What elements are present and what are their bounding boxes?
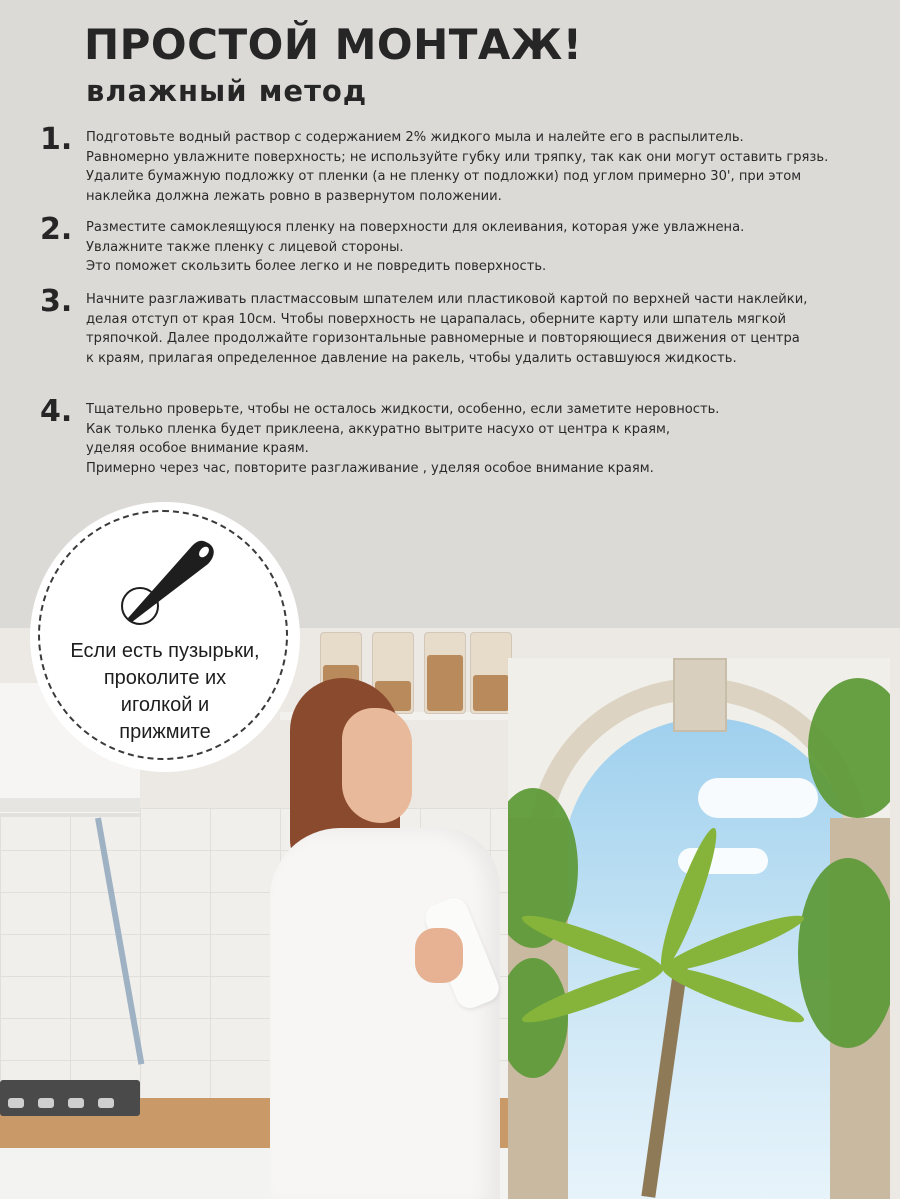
step-line: тряпочкой. Далее продолжайте горизонтальные равномерные и повторяющиеся движения от центра	[86, 331, 800, 346]
step-text	[86, 128, 828, 206]
step-line: Как только пленка будет приклеена, аккуратно вытрите насухо от центра к краям,	[86, 421, 671, 437]
step-line: Начните разглаживать пластмассовым шпателем или пластиковой картой по верхней части наклейки,	[86, 292, 808, 307]
badge-line: прижмите	[119, 721, 211, 743]
step-line: Увлажните также пленку с лицевой стороны.	[86, 239, 404, 255]
woman-with-spray-bottle	[250, 678, 520, 1199]
step-number: 1.	[40, 122, 73, 157]
bubble-tip-badge	[30, 502, 300, 772]
step-text	[86, 290, 807, 368]
face	[342, 708, 412, 823]
burner-knob	[98, 1098, 114, 1108]
white-shirt	[270, 828, 500, 1199]
page-subtitle: влажный метод	[86, 74, 368, 108]
step-number: 4.	[40, 394, 73, 429]
step-line: Это поможет скользить более легко и не повредить поверхность.	[86, 259, 547, 274]
step-line: Равномерно увлажните поверхность; не используйте губку или тряпку, так как они могут оставить грязь.	[86, 149, 829, 165]
range-hood-edge	[0, 798, 140, 812]
hand	[415, 928, 463, 983]
badge-line: Если есть пузырьки,	[70, 640, 260, 662]
arch-keystone	[673, 658, 727, 732]
badge-text	[50, 638, 280, 746]
step-number: 3.	[40, 284, 73, 319]
needle-icon	[112, 530, 222, 630]
step-text	[86, 400, 719, 478]
burner-knob	[38, 1098, 54, 1108]
step-line: Тщательно проверьте, чтобы не осталось жидкости, особенно, если заметите неровность.	[86, 402, 720, 417]
step-line: Примерно через час, повторите разглаживание , уделяя особое внимание краям.	[86, 460, 654, 476]
decorated-fridge	[508, 658, 890, 1199]
tree-foliage	[798, 858, 890, 1048]
step-line: делая отступ от края 10см. Чтобы поверхность не царапалась, оберните карту или шпатель мягкой	[86, 311, 787, 327]
step-line: Удалите бумажную подложку от пленки (а не пленку от подложки) под углом примерно 30', при этом	[86, 169, 802, 184]
badge-line: иголкой и	[120, 694, 210, 716]
step-line: наклейка должна лежать ровно в развернутом положении.	[86, 188, 502, 204]
page-title: ПРОСТОЙ МОНТАЖ!	[84, 20, 583, 69]
step-line: уделяя особое внимание краям.	[86, 441, 309, 456]
burner-knob	[68, 1098, 84, 1108]
step-number: 2.	[40, 212, 73, 247]
burner-knob	[8, 1098, 24, 1108]
step-text	[86, 218, 744, 277]
gas-stove	[0, 1080, 140, 1116]
step-line: Подготовьте водный раствор с содержанием 2% жидкого мыла и налейте его в распылитель.	[86, 130, 744, 145]
badge-line: проколите их	[103, 667, 227, 689]
step-line: Разместите самоклеящуюся пленку на поверхности для оклеивания, которая уже увлажнена.	[86, 220, 745, 235]
step-line: к краям, прилагая определенное давление на ракель, чтобы удалить оставшуюся жидкость.	[86, 350, 737, 366]
